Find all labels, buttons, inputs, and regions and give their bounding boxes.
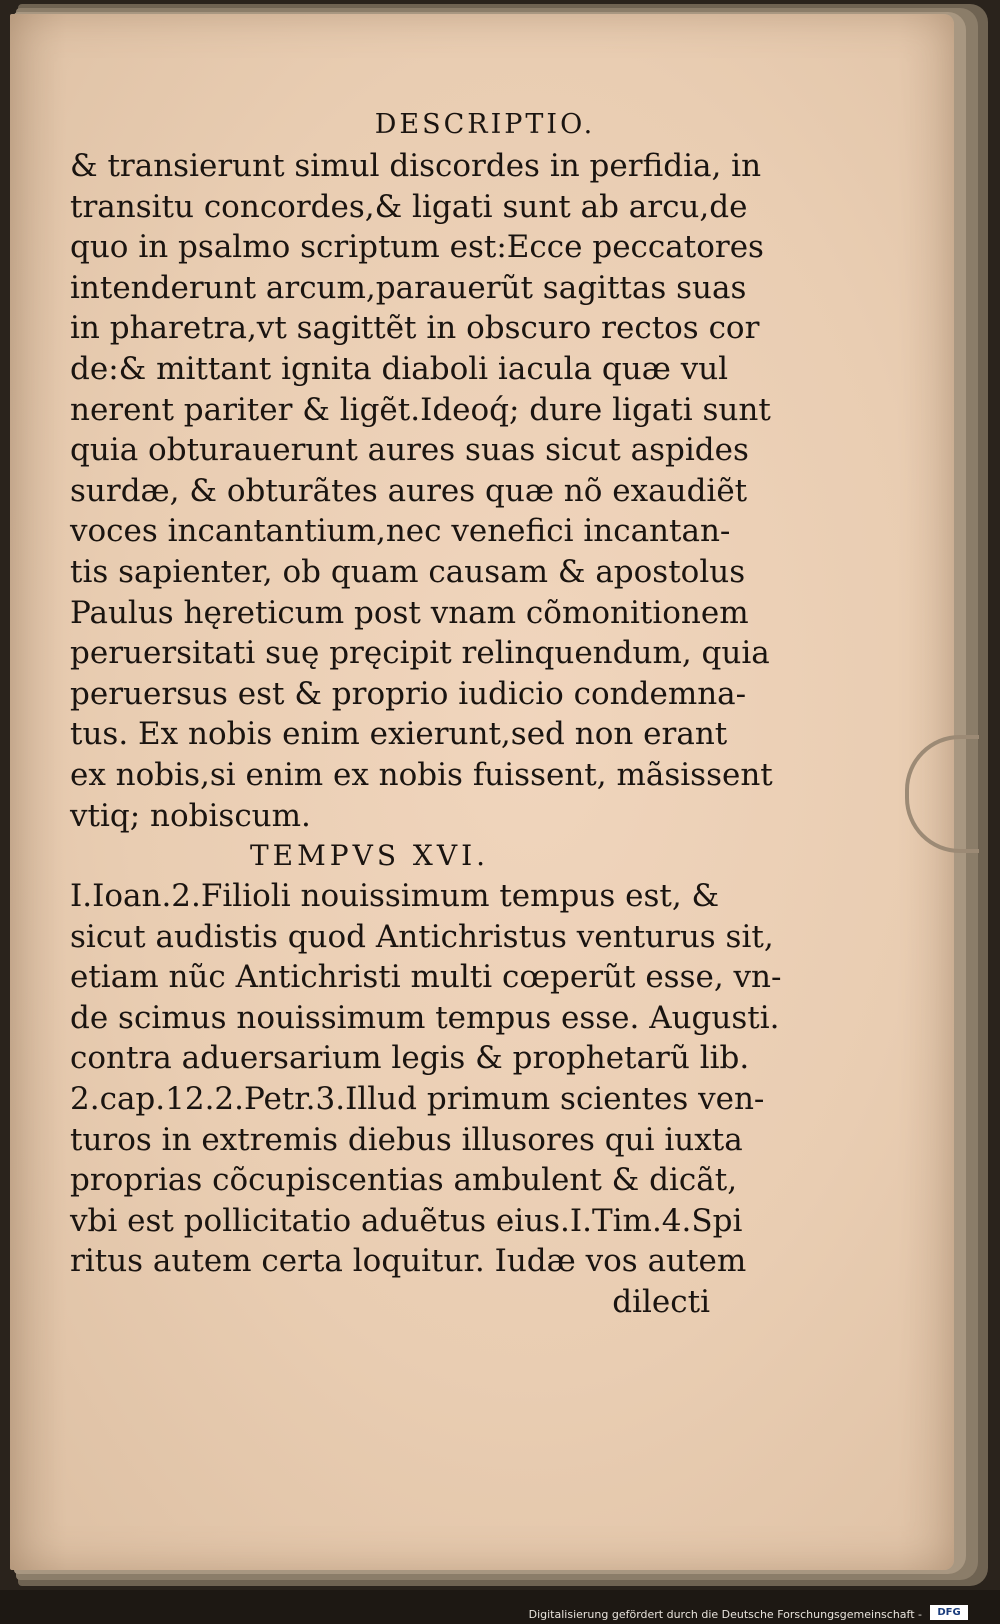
text-line: vtiq; nobiscum. <box>70 797 311 834</box>
text-line: peruersitati suę pręcipit relinquendum, quia <box>70 635 770 672</box>
text-line: transitu concordes,& ligati sunt ab arcu,de <box>70 188 748 225</box>
text-line: 2.cap.12.2.Petr.3.Illud primum scientes ven- <box>70 1081 765 1118</box>
text-line: in pharetra,vt sagittẽt in obscuro rectos cor <box>70 310 760 347</box>
page-text <box>70 108 782 1322</box>
text-line: & transierunt simul discordes in perfidia, in <box>70 148 762 184</box>
text-line: voces incantantium,nec venefici incantan- <box>70 513 731 550</box>
text-line: ritus autem certa loquitur. Iudæ vos autem <box>70 1243 747 1280</box>
dfg-logo: DFG <box>930 1605 968 1620</box>
text-line: surdæ, & obturãtes aures quæ nõ exaudiẽt <box>70 472 748 509</box>
text-line: vbi est pollicitatio aduẽtus eius.I.Tim.4.Spi <box>70 1202 743 1239</box>
text-line: de scimus nouissimum tempus esse. Augusti. <box>70 999 780 1036</box>
running-title: DESCRIPTIO. <box>374 109 596 140</box>
text-line: intenderunt arcum,parauerũt sagittas suas <box>70 269 747 306</box>
text-part-2 <box>70 876 782 1282</box>
text-line: ex nobis,si enim ex nobis fuissent, mãsissent <box>70 756 773 793</box>
text-line: sicut audistis quod Antichristus venturus sit, <box>70 918 774 955</box>
section-heading: TEMPVS XVI. <box>250 839 490 873</box>
text-line: tus. Ex nobis enim exierunt,sed non erant <box>70 716 728 753</box>
text-line: de:& mittant ignita diaboli iacula quæ vul <box>70 350 729 387</box>
text-line: peruersus est & proprio iudicio condemna- <box>70 675 747 712</box>
text-line: tis sapienter, ob quam causam & apostolus <box>70 553 746 590</box>
text-line: proprias cõcupiscentias ambulent & dicãt, <box>70 1162 738 1199</box>
text-line: nerent pariter & ligẽt.Ideoq́; dure ligati sunt <box>70 391 771 428</box>
text-line: contra aduersarium legis & prophetarũ lib. <box>70 1040 750 1077</box>
catchword: dilecti <box>612 1284 710 1321</box>
text-line: turos in extremis diebus illusores qui iuxta <box>70 1121 743 1158</box>
text-line: I.Ioan.2.Filioli nouissimum tempus est, & <box>70 878 720 915</box>
text-part-1 <box>70 146 773 836</box>
digitization-credit: Digitalisierung gefördert durch die Deutsche Forschungsgemeinschaft - <box>528 1608 922 1621</box>
text-line: quia obturauerunt aures suas sicut aspides <box>70 432 749 469</box>
text-line: quo in psalmo scriptum est:Ecce peccatores <box>70 229 764 266</box>
text-line: etiam nũc Antichristi multi cœperũt esse, vn- <box>70 959 782 996</box>
text-line: Paulus hęreticum post vnam cõmonitionem <box>70 594 749 631</box>
